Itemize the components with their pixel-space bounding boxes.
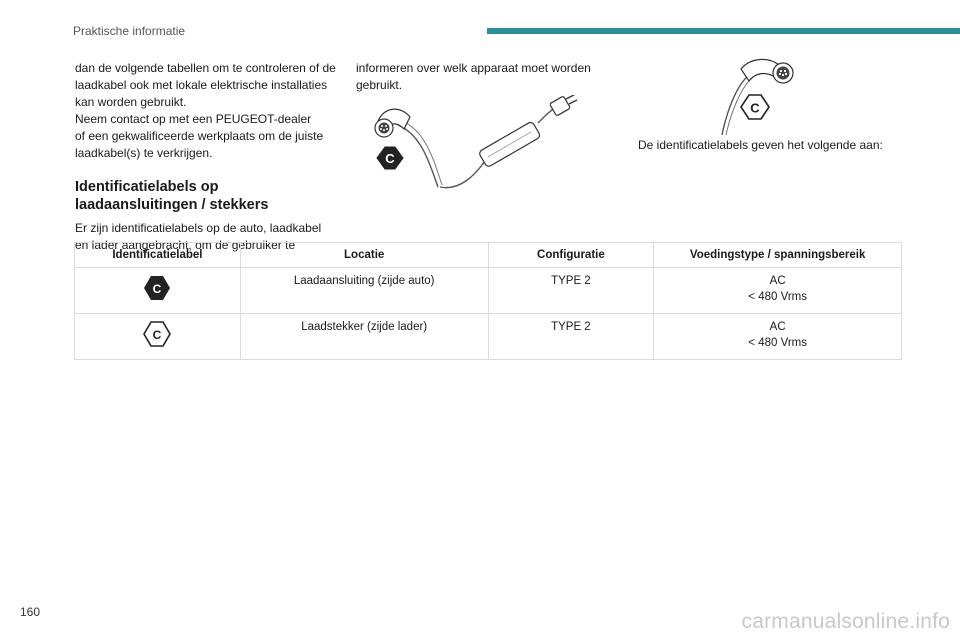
col-header-configuration: Configuratie — [488, 243, 654, 268]
location-cell: Laadaansluiting (zijde auto) — [240, 268, 488, 314]
header-accent-bar — [487, 28, 960, 34]
configuration-cell: TYPE 2 — [488, 314, 654, 360]
svg-text:C: C — [153, 282, 162, 296]
labels-paragraph: Er zijn identificatielabels op de auto, laadkabel en lader aangebracht, om de gebruiker te — [75, 221, 322, 252]
column-left — [75, 60, 345, 254]
svg-text:C: C — [153, 328, 162, 342]
right-figure-label: C — [750, 100, 760, 116]
label-cell — [75, 268, 241, 314]
table-row — [75, 268, 902, 314]
charger-plug-illustration — [697, 55, 807, 137]
figure-caption: De identificatielabels geven het volgende aan: — [638, 138, 883, 152]
label-cell — [75, 314, 241, 360]
section-heading: Identificatielabels op laadaansluitingen / stekkers — [75, 179, 269, 213]
configuration-cell: TYPE 2 — [488, 268, 654, 314]
left-figure-label: C — [385, 151, 395, 166]
col-header-label: Identificatielabel — [75, 243, 241, 268]
table-header-row — [75, 243, 902, 268]
plug-icon — [550, 95, 577, 116]
section-label: Praktische informatie — [73, 24, 186, 38]
identification-table — [74, 242, 902, 360]
watermark: carmanualsonline.info — [741, 610, 950, 633]
supply-cell: AC < 480 Vrms — [654, 314, 902, 360]
table-row — [75, 314, 902, 360]
column-middle — [356, 60, 606, 94]
intro-paragraph: dan de volgende tabellen om te controleren of de laadkabel ook met lokale elektrische installaties kan worden gebruikt. Neem contact op met een PEUGEOT-dealer of een gekwalificeerde werkplaats om de juiste laadkabel(s) te verkrijgen. — [75, 61, 336, 160]
page-number: 160 — [20, 605, 41, 619]
col-header-supply: Voedingstype / spanningsbereik — [654, 243, 902, 268]
location-cell: Laadstekker (zijde lader) — [240, 314, 488, 360]
charging-cable-illustration — [360, 95, 590, 195]
label-c-hexagon-icon — [142, 274, 172, 302]
col-header-location: Locatie — [240, 243, 488, 268]
continued-paragraph: informeren over welk apparaat moet worden gebruikt. — [356, 61, 591, 92]
label-c-outline-hexagon-icon — [142, 320, 172, 348]
control-box-icon — [478, 121, 541, 168]
supply-cell: AC < 480 Vrms — [654, 268, 902, 314]
